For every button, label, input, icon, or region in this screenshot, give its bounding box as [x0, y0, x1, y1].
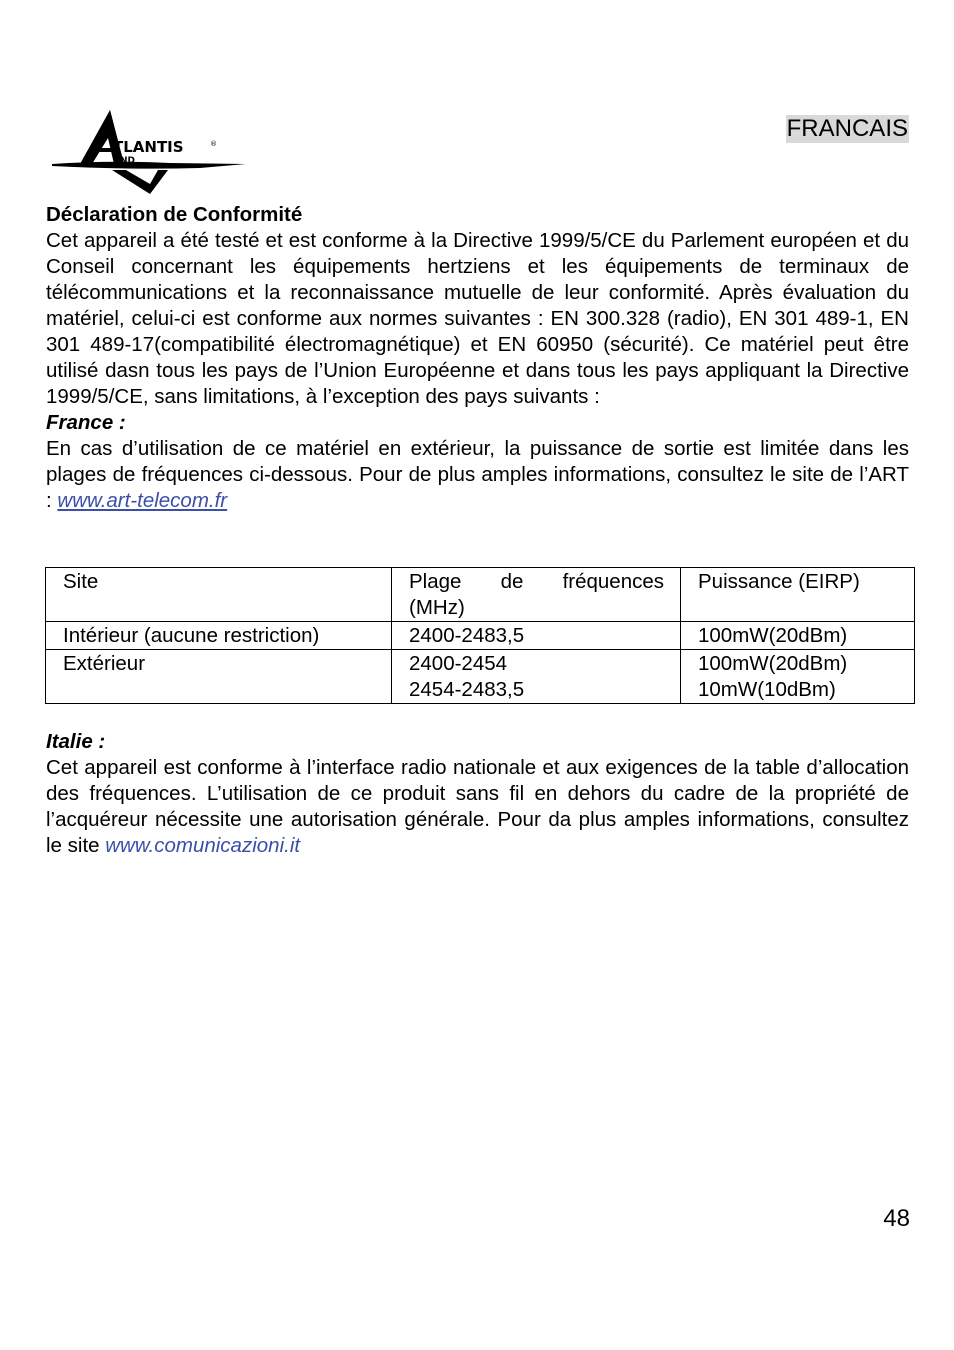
row-power-value: 10mW(10dBm) — [698, 678, 836, 701]
row-power — [681, 650, 915, 704]
page-number: 48 — [883, 1205, 910, 1232]
frequency-table — [45, 567, 915, 704]
header-power: Puissance (EIRP) — [681, 568, 915, 622]
header-range — [392, 568, 681, 622]
art-telecom-link[interactable]: www.art-telecom.fr — [57, 489, 228, 512]
france-body — [46, 436, 909, 514]
header-range-word: Plage — [409, 570, 462, 593]
declaration-heading: Déclaration de Conformité — [46, 203, 303, 226]
header-range-word: fréquences — [562, 570, 664, 593]
table-row — [46, 622, 915, 650]
row-power-value: 100mW(20dBm) — [698, 652, 848, 675]
row-range-value: 2454-2483,5 — [409, 678, 525, 701]
italy-section — [46, 729, 909, 859]
france-heading: France : — [46, 411, 126, 434]
row-range — [392, 650, 681, 704]
table-header-row — [46, 568, 915, 622]
header-range-word: de — [500, 570, 524, 593]
header-site: Site — [46, 568, 392, 622]
svg-text:®: ® — [210, 140, 217, 148]
declaration-body: Cet appareil a été testé et est conforme à la Directive 1999/5/CE du Parlement européen et du Conseil concernant les équipements hertziens et les équipements de terminaux de télécommunications et la reconnaissance mutuelle de leur conformité. Après évaluation du matériel, celui-ci est conforme aux normes suivantes : EN 300.328 (radio), EN 301 489-1, EN 301 489-17(compatibilité électromagnétique) et EN 60950 (sécurité). Ce matériel peut être utilisé dasn tous les pays de l’Union Européenne et dans tous les pays appliquant la Directive 1999/5/CE, sans limitations, à l’exception des pays suivants : — [46, 229, 909, 408]
table-row — [46, 650, 915, 704]
svg-text:TLANTIS: TLANTIS — [113, 138, 184, 156]
svg-text:AND: AND — [113, 156, 135, 166]
row-range-value: 2400-2454 — [409, 652, 508, 675]
italy-body-text: Cet appareil est conforme à l’interface radio nationale et aux exigences de la table d’allocation des fréquences. L’utilisation de ce produit sans fil en dehors du cadre de la propriété de l’acquéreur nécessite une autorisation générale. Pour da plus amples informations, consultez le site — [46, 756, 909, 857]
row-site: Extérieur — [46, 650, 392, 704]
atlantis-land-logo — [50, 108, 250, 198]
row-range — [392, 622, 681, 650]
row-power — [681, 622, 915, 650]
comunicazioni-link[interactable]: www.comunicazioni.it — [105, 834, 301, 857]
main-content — [46, 202, 909, 514]
header-range-unit: (MHz) — [409, 596, 465, 619]
header-range-line — [409, 569, 664, 595]
row-power-value: 100mW(20dBm) — [698, 624, 848, 647]
row-site: Intérieur (aucune restriction) — [46, 622, 392, 650]
italy-body — [46, 755, 909, 859]
row-range-value: 2400-2483,5 — [409, 624, 525, 647]
language-label: FRANCAIS — [786, 115, 908, 142]
italy-heading: Italie : — [46, 730, 106, 753]
france-body-text: En cas d’utilisation de ce matériel en extérieur, la puissance de sortie est limitée dans les plages de fréquences ci-dessous. Pour de plus amples informations, consultez le site de l’ART : — [46, 437, 909, 512]
